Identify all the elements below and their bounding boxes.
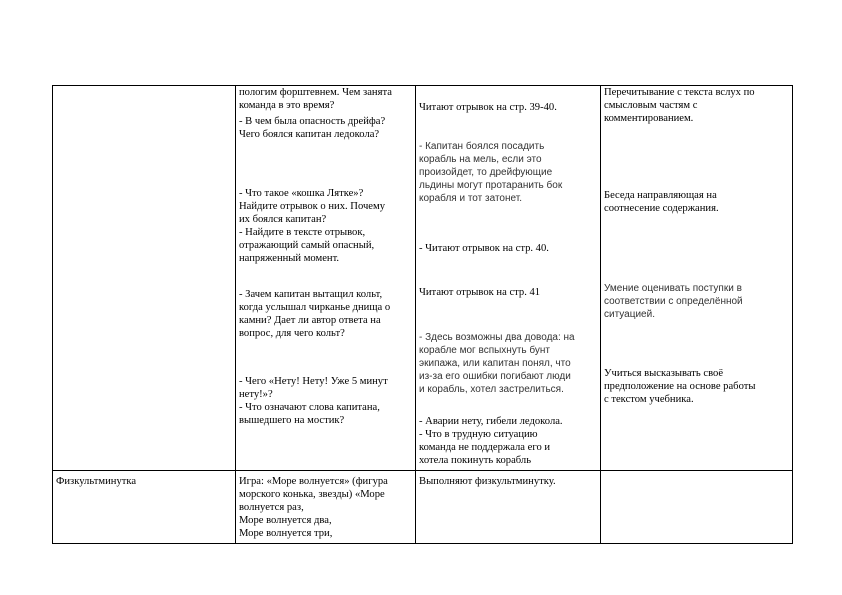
lesson-plan-table: [52, 85, 793, 544]
teacher-question-1: пологим форштевнем. Чем занята команда в это время?: [239, 87, 392, 111]
teacher-activity-cell: [236, 86, 416, 471]
teacher-question-4: - Зачем капитан вытащил кольт, когда услышал чирканье днища о камни? Дает ли автор ответа на вопрос, для чего кольт?: [239, 289, 391, 339]
pupils-answer-1: Читают отрывок на стр. 39-40.: [419, 102, 557, 113]
teacher-question-5: - Чего «Нету! Нету! Уже 5 минут нету!»? - Что означают слова капитана, вышедшего на мостик?: [239, 376, 388, 426]
pupils-answer-4: Читают отрывок на стр. 41: [419, 287, 541, 298]
pupils-answer-2: - Капитан боялся посадить корабль на мель, если это произойдет, то дрейфующие льдины могут протаранить бок корабля и тот затонет.: [419, 141, 563, 204]
teacher-activity-cell: Игра: «Море волнуется» (фигура морского конька, звезды) «Море волнуется раз, Море волнуется два, Море волнуется три,: [236, 471, 416, 544]
teacher-question-2: - В чем была опасность дрейфа? Чего боялся капитан ледокола?: [239, 116, 386, 140]
uud-item-3: Умение оценивать поступки в соответствии с определённой ситуацией.: [604, 283, 743, 320]
pupils-activity-cell: [416, 86, 601, 471]
uud-item-2: Беседа направляющая на соотнесение содержания.: [604, 190, 719, 214]
uud-item-1: Перечитывание с текста вслух по смысловым частям с комментированием.: [604, 87, 755, 124]
stage-cell: [53, 86, 236, 471]
uud-item-4: Учиться высказывать своё предположение на основе работы с текстом учебника.: [604, 368, 756, 405]
teacher-question-3: - Что такое «кошка Лятке»? Найдите отрывок о них. Почему их боялся капитан? - Найдите в тексте отрывок, отражающий самый опасный, напряженный момент.: [239, 188, 385, 264]
pupils-activity-cell: Выполняют физкультминутку.: [416, 471, 601, 544]
table-row: [53, 471, 793, 544]
pupils-answer-5: - Здесь возможны два довода: на корабле мог вспыхнуть бунт экипажа, или капитан понял, что из-за его ошибки погибают люди и корабль, хотел застрелиться.: [419, 332, 575, 395]
pupils-answer-3: - Читают отрывок на стр. 40.: [419, 243, 549, 254]
table-row: [53, 86, 793, 471]
stage-cell: Физкультминутка: [53, 471, 236, 544]
uud-cell: [601, 471, 793, 544]
pupils-answer-6: - Аварии нету, гибели ледокола. - Что в трудную ситуацию команда не поддержала его и хотела покинуть корабль: [419, 416, 563, 466]
uud-cell: [601, 86, 793, 471]
